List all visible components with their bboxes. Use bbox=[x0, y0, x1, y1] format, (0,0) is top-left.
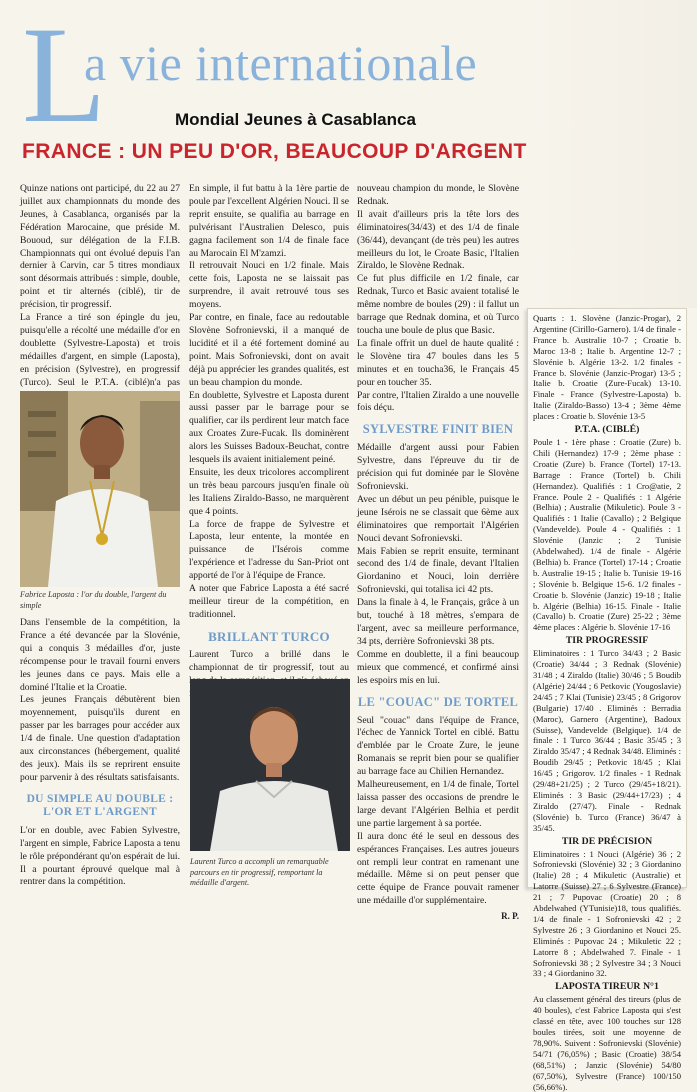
paragraph: Comme en doublette, il a fini beaucoup mieux que commencé, et confirmé ainsi les espoirs mis en lui. bbox=[357, 648, 519, 686]
paragraph: Malheureusement, en 1/4 de finale, Tortel laissa passer des occasions de prendre le large devant l'Algérien Belhia et perdit une partie largement à sa portée. bbox=[357, 779, 519, 829]
section-heading: LE "COUAC" DE TORTEL bbox=[357, 694, 519, 709]
paragraph: Dans la finale à 4, le Français, grâce à un but, touché à 18 mètres, s'empara de l'argent, avec sa meilleure performance, 34 pts, derrière Sofronievski 38 pts. bbox=[357, 597, 519, 647]
paragraph: Médaille d'argent aussi pour Fabien Sylvestre, dans l'épreuve du tir de précision qui fut dominée par le Slovène Sofronievski. bbox=[357, 442, 519, 493]
photo-caption: Fabrice Laposta : l'or du double, l'argent du simple bbox=[20, 590, 167, 610]
paragraph: La finale offrit un duel de haute qualité : le Slovène tira 47 boules dans les 5 minutes et en toucha36, le Français 45 pour en toucher 35. bbox=[357, 337, 519, 388]
results-box bbox=[527, 308, 687, 1092]
results-heading: TIR DE PRÉCISION bbox=[561, 835, 653, 847]
results-heading: P.T.A. (CIBLÉ) bbox=[574, 424, 640, 436]
section-title: a vie internationale bbox=[84, 35, 478, 91]
paragraph: Dans l'ensemble de la compétition, la France a été devancée par la Slovénie, qui a conquis 3 médailles d'or, juste récompense pour le travail fourni envers les jeunes dans ce pays. Mais elle a dominé l'Italie et la Croatie. bbox=[20, 617, 180, 693]
paragraph: Seul "couac" dans l'équipe de France, l'échec de Yannick Tortel en ciblé. Battu d'emblée par le Croate Zure, le jeune Romanais se reprit bien pour se qualifier au barrage face au Chilien Hernandez. bbox=[357, 714, 519, 778]
section-heading: SYLVESTRE FINIT BIEN bbox=[362, 422, 514, 437]
paragraph: Les jeunes Français débutèrent bien moyennement, puisqu'ils durent en passer par les barrages pour accéder aux 1/4 de finale. Une question d'adaptation aux circonstances (hébergement, qualité des jeux). Mais ils se reprirent ensuite pour parvenir à des résultats satisfaisants. bbox=[20, 694, 180, 783]
turco-illustration bbox=[190, 679, 350, 851]
paragraph: La force de frappe de Sylvestre et Laposta, leur entente, la montée en puissance de l'Isérois comme l'expérience et l'adresse du San-Priot ont apporté de l'or à l'équipe de France. bbox=[189, 518, 349, 582]
paragraph: Il aura donc été le seul en dessous des espérances Françaises. Les autres joueurs ont rempli leur contrat en ramenant une médaille. Même si on peut penser que cette équipe de France pouvait ramener une médaille d'or supplémentaire. bbox=[357, 830, 519, 907]
paragraph: L'or en double, avec Fabien Sylvestre, l'argent en simple, Fabrice Laposta a tenu le rôle prépondérant qu'on espérait de lui. Il a pourtant éprouvé quelque mal à rentrer dans la compétition. bbox=[20, 824, 180, 888]
paragraph: Il avait d'ailleurs pris la tête lors des éliminatoires(34/43) et des 1/4 de finale (36/44), devançant (de très peu) les autres meilleurs du lot, le Croate Basic, l'Italien Ziraldo, le Slovène Rednak. bbox=[357, 208, 519, 272]
results-paragraph: Quarts : 1. Slovène (Janzic-Progar), 2 Argentine (Cirillo-Garnero). 1/4 de finale - France b. Australie 10-7 ; Croatie b. Maroc 13-8 ; Italie b. Argentine 12-7 ; Slovénie b. Algérie 13-2. 1/2 finales - France b. Slovénie (Janzic-Progar) 13-5 ; Italie b. Croatie (Zure-Fucak) 13-10. Finale - France (Sylvestre-Laposta) b. Italie (Ziraldo-Basso) 13-4 ; 3ème 4ème places : Croatie b. Slovénie 13-5 bbox=[533, 313, 681, 422]
results-heading: TIR PROGRESSIF bbox=[565, 635, 649, 647]
paragraph: En doublette, Sylvestre et Laposta durent aussi passer par le barrage pour se qualifier, car ils perdirent leur match face aux Croates Zure-Fucak. Ils dominèrent alors les Suisses Badoux-Beuchat, contre lesquels ils avaient initialement peiné. bbox=[189, 389, 349, 466]
paragraph: Avec un début un peu pénible, puisque le jeune Isérois ne se classait que 6ème aux éliminatoires que remportait l'Algérien Nouci devant Sofronievski. bbox=[357, 493, 519, 544]
article-subtitle: Mondial Jeunes à Casablanca bbox=[175, 110, 416, 129]
column-1 bbox=[20, 183, 180, 402]
article-headline: FRANCE : UN PEU D'OR, BEAUCOUP D'ARGENT bbox=[22, 140, 527, 163]
results-paragraph: Eliminatoires : 1 Nouci (Algérie) 36 ; 2 Sofronievski (Slovénie) 32 ; 3 Giordanino (Italie) 28 ; 4 Mikuletic (Australie) et Latorre (Suisse) 27 ; 6 Sylvestre (France) 21 ; 7 Pupovac (Croatie) 20 ; 8 Abdelwahed (YTunisie)18, tous qualifiés. 1/4 de finale - 1 Sofronievski 42 ; 2 Sylvestre 26 ; 3 Giordanino et Nouci 25. Eliminés : Pupovac 24 ; Mikuletic 22 ; Latorre 8 ; Abdelwahed 7. Finale - 1 Sofronievski 38 ; 2 Sylvestre 34 ; 3 Nouci 33 ; 4 Giordanino 32. bbox=[533, 848, 681, 979]
author-signature: R. P. bbox=[501, 911, 519, 922]
results-paragraph: Au classement général des tireurs (plus de 40 boules), c'est Fabrice Laposta qui s'est classé en tête, avec 100 touches sur 128 boules tirées, soit une moyenne de 78,90%. Suivent : Sofronievski (Slovénie) 54/71 (76,05%) ; Basic (Croatie) 38/54 (68,51%) ; Janzic (Slovénie) 54/80 (67,50%), Sylvestre (France) 100/150 (56,66%). bbox=[533, 994, 681, 1092]
paragraph: Quinze nations ont participé, du 22 au 27 juillet aux championnats du monde des Jeunes, à Casablanca, organisés par la Fédération Marocaine, que préside M. Bououd, sur délégation de la F.I.B. Championnats qui ont évolué depuis l'an dernier à Carvin, car 5 titres mondiaux sont désormais attribués : simple, double, point et tir alternés (ciblé), tir de précision, tir progressif. bbox=[20, 183, 180, 311]
section-heading: DU SIMPLE AU DOUBLE : L'OR ET L'ARGENT bbox=[26, 792, 174, 818]
page-fold bbox=[527, 0, 697, 308]
column-1-continued bbox=[20, 617, 180, 889]
paragraph: nouveau champion du monde, le Slovène Rednak. bbox=[357, 183, 519, 207]
paragraph: Ensuite, les deux tricolores accomplirent un très beau parcours jusqu'en finale où les Italiens Ziraldo-Basso, ne marquèrent que 4 points. bbox=[189, 466, 349, 517]
results-paragraph: Poule 1 - 1ère phase : Croatie (Zure) b. Chili (Hernandez) 17-9 ; 2ème phase : Croatie (Zure) b. France (Tortel) 17-13. Barrage : France (Tortel) b. Chili (Hernandez). Qualifiés : 1 Cro@atie, 2 France. Poule 2 - Qualifiés : 1 Algérie (Belhia) ; Australie (Mikuletic). Poule 3 - Qualifiés : 1 Italie (Cavallo) ; 2 Belgique (Vandevelde). Poule 4 - Qualifiés : 1 Slovénie (Janzic ; 2 Tunisie (Abdelwahed). 1/4 de finale - Algérie (Belhia) b. France (Tortel) 17-14 ; Croatie b. Australie 19-15 ; Italie b. Tunisie 19-16 ; Slovénie b. Belgique 15-6. 1/2 finales - Croatie b. Slovénie (Janzic) 19-18 ; Italie b. Algérie (Belhia) 16-15. Finale - Italie (Cavallo) b. Croatie (Zure) 25-22 ; 3ème 4ème places : Algérie b. Slovénie 17-16 bbox=[533, 436, 681, 633]
paragraph: La France a tiré son épingle du jeu, puisqu'elle a récolté une médaille d'or en doublette (Sylvestre-Laposta) et trois médailles d'argent, en simple (Laposta), en précision (Sylvestre), en progressif (Turco). Seul le P.T.A. (ciblé)n'a pas bbox=[20, 312, 180, 388]
column-3 bbox=[357, 183, 519, 923]
photo-laposta bbox=[20, 391, 180, 587]
photo-caption: Laurent Turco a accompli un remarquable parcours en tir progressif, remportant la médaille d'argent. bbox=[190, 857, 329, 887]
paragraph: Ce fut plus difficile en 1/2 finale, car Rednak, Turco et Basic avaient totalisé le même nombre de boules (29) : il fallut un barrage que Rednak domina, et où Turco toucha une boule de plus que Basic. bbox=[357, 273, 519, 336]
paragraph: Il retrouvait Nouci en 1/2 finale. Mais cette fois, Laposta ne se laissait pas surprendre, il avait retrouvé tous ses moyens. bbox=[189, 260, 349, 311]
title-initial: L bbox=[22, 0, 107, 151]
column-2 bbox=[189, 183, 349, 700]
paragraph: Par contre, l'Italien Ziraldo a une nouvelle fois déçu. bbox=[357, 389, 519, 414]
paragraph: En simple, il fut battu à la 1ère partie de poule par l'excellent Algérien Nouci. Il se reprit ensuite, se qualifia au barrage en pulvérisant l'Australien Delesco, puis gagna facilement son 1/4 de finale face au Marocain El M'zamzi. bbox=[189, 183, 349, 259]
laposta-illustration bbox=[20, 391, 180, 587]
paragraph: Mais Fabien se reprit ensuite, terminant second des 1/4 de finale, devant l'Italien Giordanino et Nouci, loin derrière Sofronievski, qui totalisa ici 42 pts. bbox=[357, 545, 519, 596]
photo-turco bbox=[190, 679, 350, 851]
results-paragraph: Eliminatoires : 1 Turco 34/43 ; 2 Basic (Croatie) 34/44 ; 3 Rednak (Slovénie) 31/48 ; 4 Ziraldo (Italie) 30/46 ; 5 Boudib (Algérie) 24/44 ; 6 Petkovic (Yougoslavie) 24/45 ; 7 Klai (Tunisie) 23/45 ; 8 Grigorov (Bulgarie) 17/40 . Eliminés : Berradia (Maroc), Garnero (Argentine), Badoux (Suisse), Vandevelde (Belgique). 1/4 de finale : 1 Turco 36/44 ; Basic 35/45 ; 3 Ziraldo 35/47 ; 4 Rednak 34/48. Eliminés : Boudib 29/45 ; Petkovic 18/45 ; Klai 16/45 ; Grigorov. 1/2 finales - 1 Rednak (29/48+21/25) ; 2 Turco (29/45+18/21). Eliminés : 3 Basic (29/44+17/23) ; 4 Ziraldo (27/47). Finale - Rednak (Slovénie) b. Turco (France) 36/47 à 35/45. bbox=[533, 648, 681, 833]
section-heading: BRILLANT TURCO bbox=[208, 628, 330, 644]
paragraph: Laurent Turco a brillé dans le championnat de tir progressif, tout au bbox=[189, 648, 349, 673]
results-heading: LAPOSTA TIREUR N°1 bbox=[555, 981, 659, 993]
paragraph: A noter que Fabrice Laposta a été sacré meilleur tireur de la compétition, en traditionnel. bbox=[189, 583, 349, 620]
paragraph: Par contre, en finale, face au redoutable Slovène Sofronievski, il a manqué de lucidité et il a été fortement dominé au point. Mais Sofronievski, dont on avait déjà pu apprécier les grandes qualités, est un beau champion du monde. bbox=[189, 312, 349, 388]
